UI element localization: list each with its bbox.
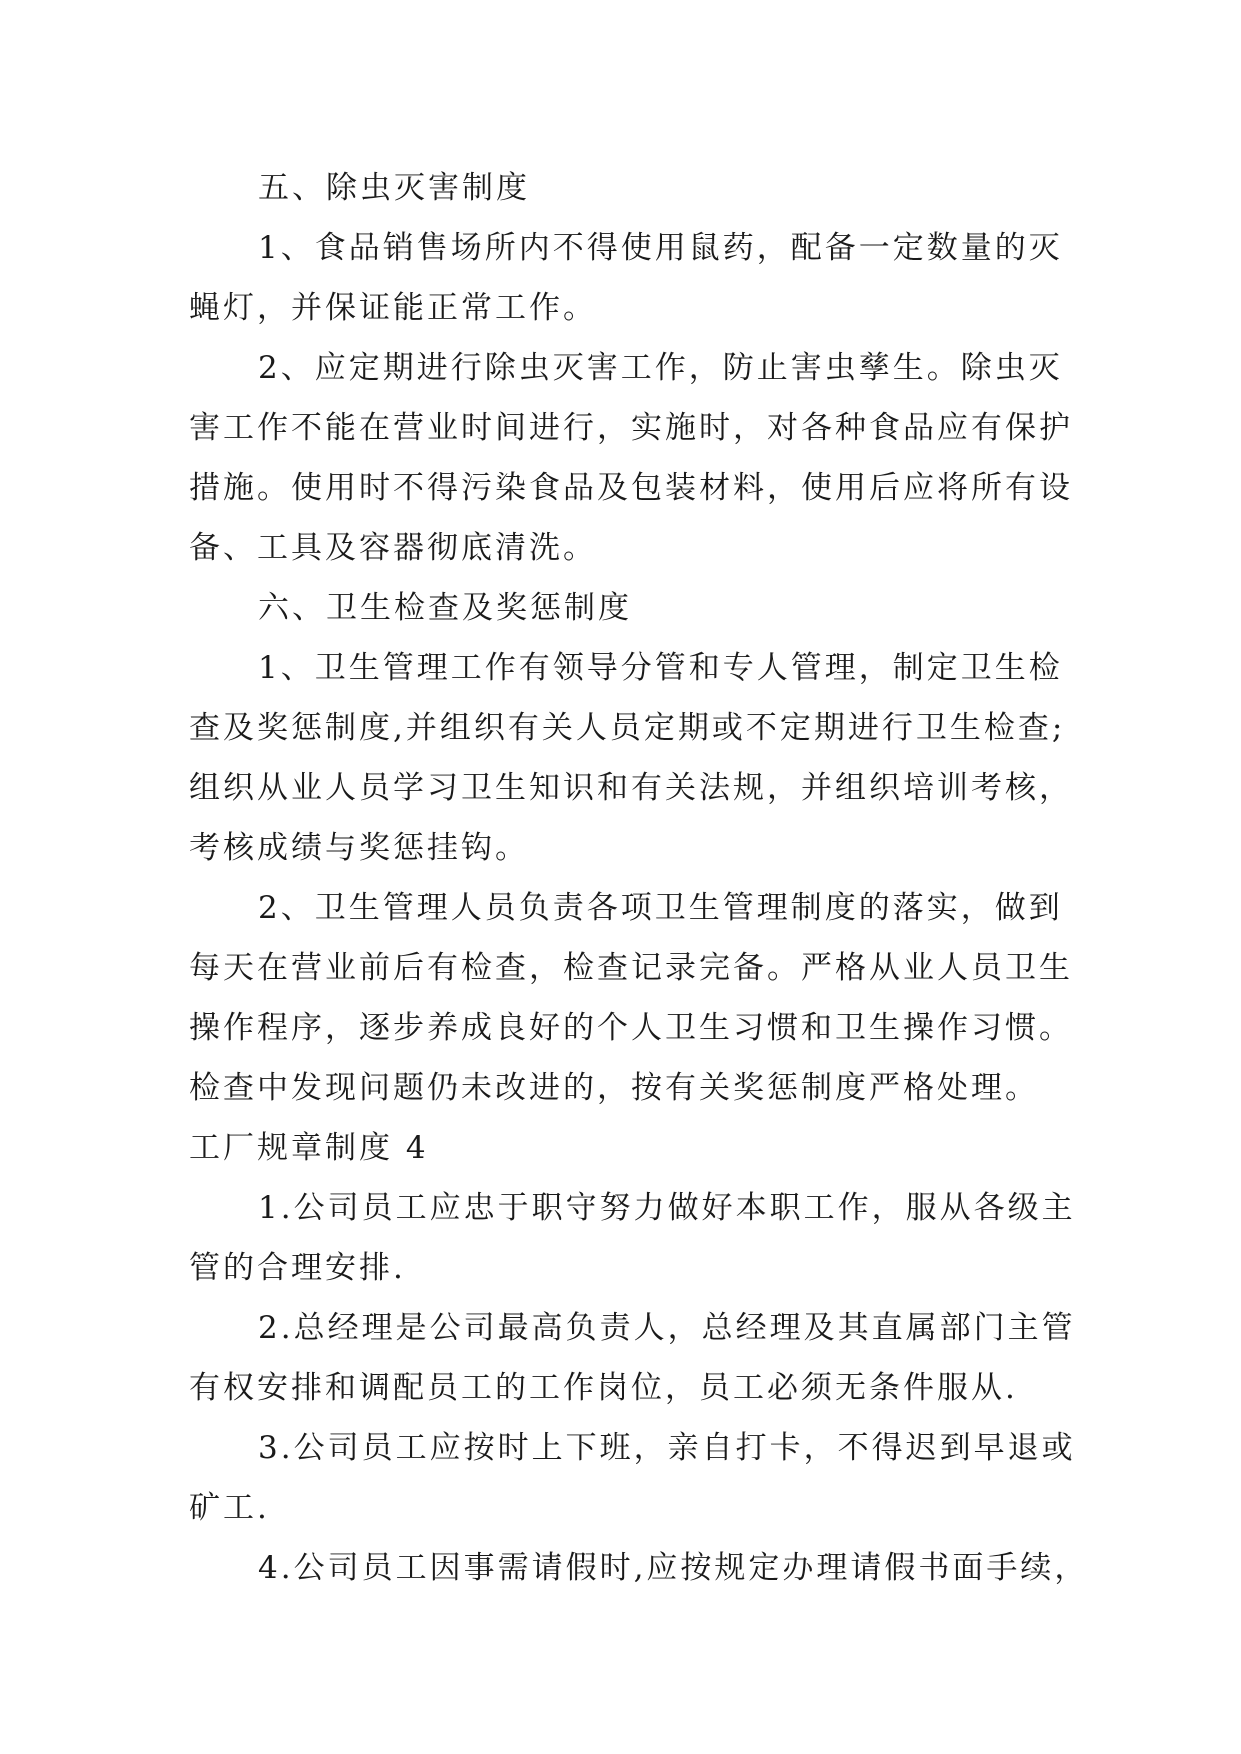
- paragraph-line: 每天在营业前后有检查，检查记录完备。严格从业人员卫生: [189, 950, 1073, 986]
- paragraph-line: 1、卫生管理工作有领导分管和专人管理，制定卫生检: [258, 650, 1063, 686]
- rule-line: 4.公司员工因事需请假时,应按规定办理请假书面手续，: [258, 1550, 1089, 1586]
- paragraph: [189, 218, 1063, 338]
- paragraph-line: 检查中发现问题仍未改进的，按有关奖惩制度严格处理。: [189, 1070, 1039, 1106]
- section-heading: 五、除虫灭害制度: [258, 170, 530, 206]
- paragraph-line: 查及奖惩制度,并组织有关人员定期或不定期进行卫生检查;: [189, 710, 1066, 746]
- paragraph: [189, 638, 1073, 878]
- document-body: [189, 158, 1089, 1598]
- paragraph-line: 考核成绩与奖惩挂钩。: [189, 830, 529, 866]
- rule-item: [189, 1178, 1076, 1298]
- rule-item: [189, 1298, 1076, 1418]
- rule-line: 管的合理安排.: [189, 1250, 406, 1286]
- paragraph-line: 1、食品销售场所内不得使用鼠药，配备一定数量的灭: [258, 230, 1063, 266]
- paragraph-line: 2、卫生管理人员负责各项卫生管理制度的落实，做到: [258, 890, 1063, 926]
- section-heading: 六、卫生检查及奖惩制度: [258, 590, 632, 626]
- paragraph-line: 害工作不能在营业时间进行，实施时，对各种食品应有保护: [189, 410, 1073, 446]
- paragraph-line: 备、工具及容器彻底清洗。: [189, 530, 597, 566]
- rule-line: 1.公司员工应忠于职守努力做好本职工作，服从各级主: [258, 1190, 1076, 1226]
- rule-line: 3.公司员工应按时上下班，亲自打卡，不得迟到早退或: [258, 1430, 1076, 1466]
- rule-item: [189, 1538, 1089, 1598]
- document-title: 工厂规章制度 4: [189, 1130, 429, 1166]
- paragraph: [189, 878, 1073, 1118]
- rule-line: 2.总经理是公司最高负责人，总经理及其直属部门主管: [258, 1310, 1076, 1346]
- rule-line: 矿工.: [189, 1490, 270, 1526]
- paragraph-line: 蝇灯，并保证能正常工作。: [189, 290, 597, 326]
- paragraph-line: 操作程序，逐步养成良好的个人卫生习惯和卫生操作习惯。: [189, 1010, 1073, 1046]
- paragraph-line: 组织从业人员学习卫生知识和有关法规，并组织培训考核，: [189, 770, 1073, 806]
- paragraph-line: 措施。使用时不得污染食品及包装材料，使用后应将所有设: [189, 470, 1073, 506]
- rule-line: 有权安排和调配员工的工作岗位，员工必须无条件服从.: [189, 1370, 1018, 1406]
- rule-item: [189, 1418, 1076, 1538]
- paragraph: [189, 338, 1073, 578]
- paragraph-line: 2、应定期进行除虫灭害工作，防止害虫孳生。除虫灭: [258, 350, 1063, 386]
